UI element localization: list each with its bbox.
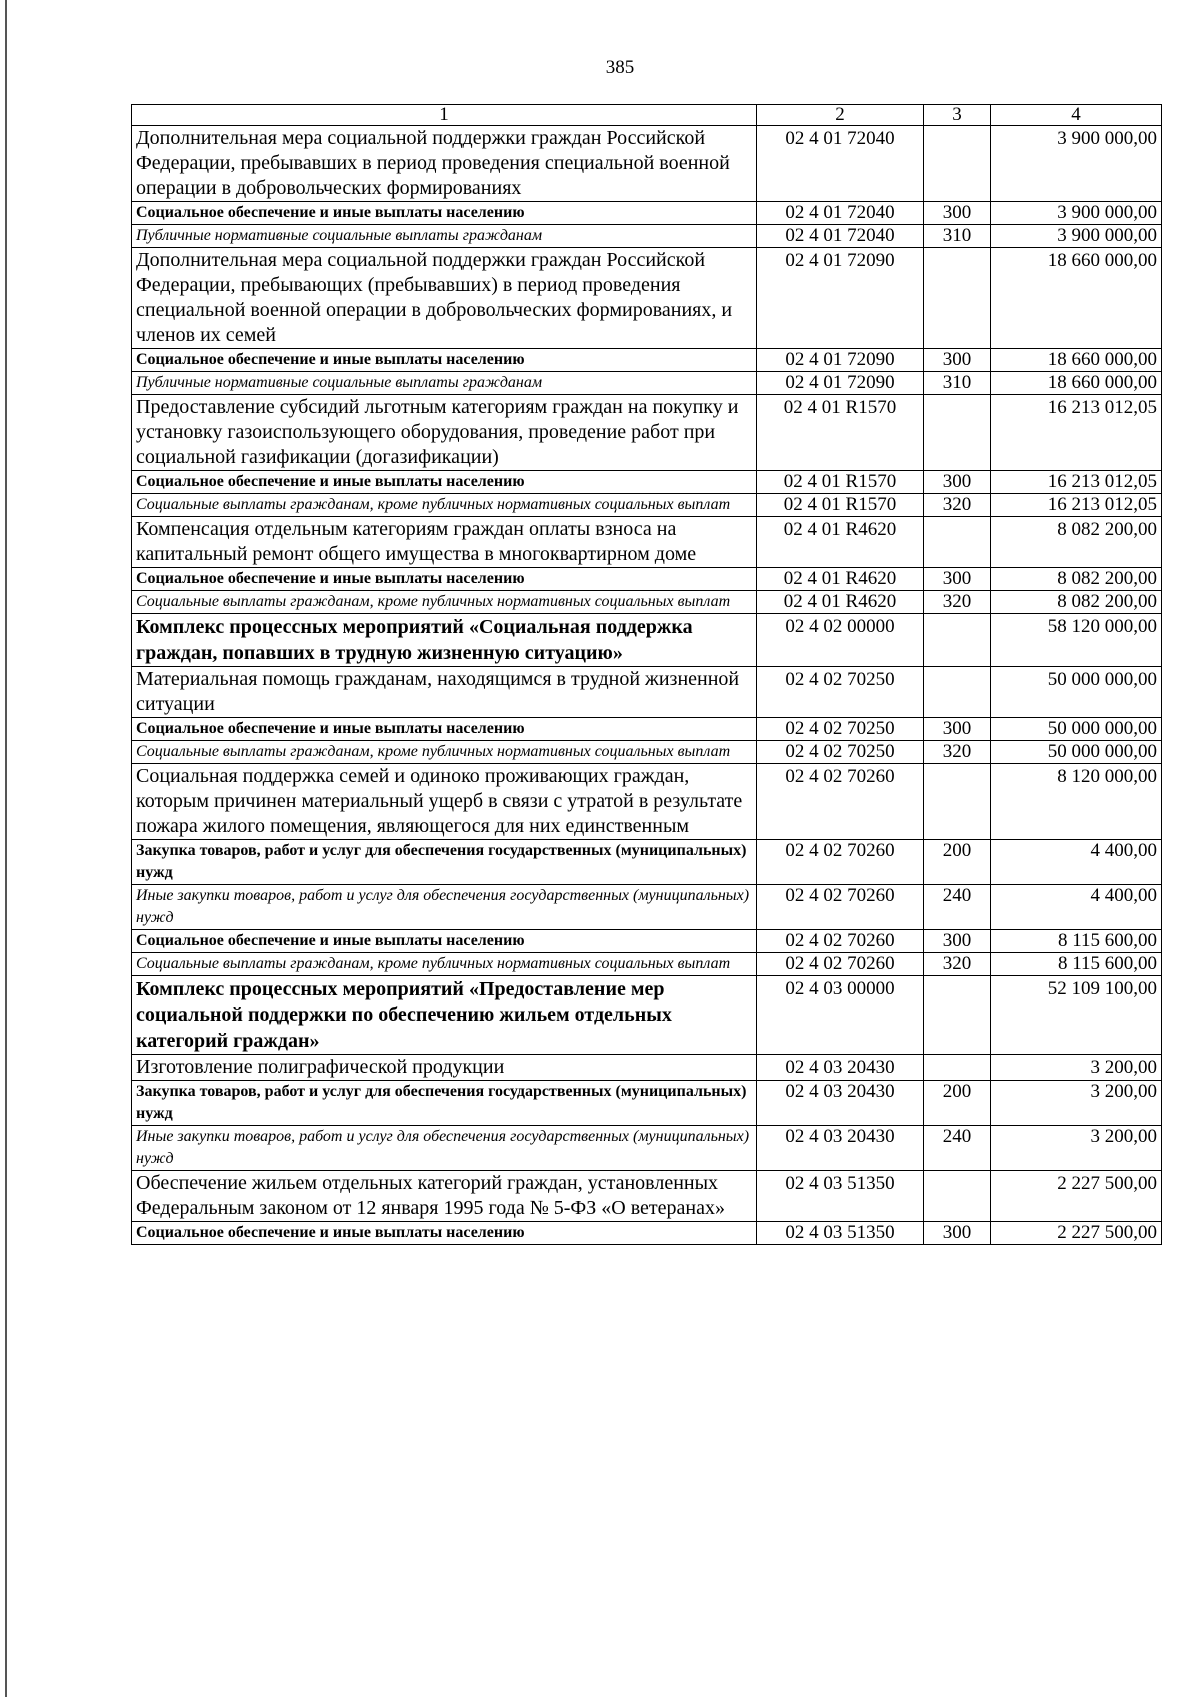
row-name: Дополнительная мера социальной поддержки граждан Российской Федерации, пребывающих (пребывавших) в период проведения специальной военной операции в добровольческих формированиях, и членов их семей [132, 248, 757, 349]
row-type: 200 [924, 840, 991, 885]
row-name: Публичные нормативные социальные выплаты гражданам [132, 225, 757, 248]
budget-table [131, 104, 1162, 1245]
row-amount: 8 082 200,00 [991, 591, 1162, 614]
row-type [924, 126, 991, 202]
table-row [132, 202, 1162, 225]
table-row [132, 349, 1162, 372]
row-type: 320 [924, 953, 991, 976]
header-col-2: 2 [757, 105, 924, 126]
table-row [132, 395, 1162, 471]
budget-table-body [132, 105, 1162, 1245]
table-row [132, 591, 1162, 614]
header-col-1: 1 [132, 105, 757, 126]
row-name: Комплекс процессных мероприятий «Социальная поддержка граждан, попавших в трудную жизненную ситуацию» [132, 614, 757, 667]
table-row [132, 225, 1162, 248]
row-name: Публичные нормативные социальные выплаты гражданам [132, 372, 757, 395]
row-name: Обеспечение жильем отдельных категорий граждан, установленных Федеральным законом от 12 января 1995 года № 5-ФЗ «О ветеранах» [132, 1171, 757, 1222]
row-name: Комплекс процессных мероприятий «Предоставление мер социальной поддержки по обеспечению жильем отдельных категорий граждан» [132, 976, 757, 1055]
scan-edge-line [5, 0, 7, 1697]
row-type [924, 614, 991, 667]
header-row [132, 105, 1162, 126]
table-row [132, 517, 1162, 568]
row-name: Социальное обеспечение и иные выплаты населению [132, 718, 757, 741]
table-row [132, 741, 1162, 764]
row-name: Социальные выплаты гражданам, кроме публичных нормативных социальных выплат [132, 953, 757, 976]
row-code: 02 4 03 51350 [757, 1171, 924, 1222]
row-name: Социальное обеспечение и иные выплаты населению [132, 1222, 757, 1245]
row-code: 02 4 02 70250 [757, 741, 924, 764]
table-row [132, 126, 1162, 202]
row-name: Социальные выплаты гражданам, кроме публичных нормативных социальных выплат [132, 591, 757, 614]
row-code: 02 4 02 70250 [757, 667, 924, 718]
row-name: Иные закупки товаров, работ и услуг для обеспечения государственных (муниципальных) нужд [132, 885, 757, 930]
row-name: Изготовление полиграфической продукции [132, 1055, 757, 1081]
row-amount: 3 200,00 [991, 1055, 1162, 1081]
row-amount: 3 200,00 [991, 1126, 1162, 1171]
row-name: Материальная помощь гражданам, находящимся в трудной жизненной ситуации [132, 667, 757, 718]
row-code: 02 4 01 72090 [757, 372, 924, 395]
table-row [132, 953, 1162, 976]
row-code: 02 4 02 70260 [757, 764, 924, 840]
row-type: 200 [924, 1081, 991, 1126]
row-type [924, 667, 991, 718]
row-name: Компенсация отдельным категориям граждан оплаты взноса на капитальный ремонт общего имущества в многоквартирном доме [132, 517, 757, 568]
row-name: Закупка товаров, работ и услуг для обеспечения государственных (муниципальных) нужд [132, 1081, 757, 1126]
row-code: 02 4 01 72090 [757, 349, 924, 372]
table-row [132, 718, 1162, 741]
row-code: 02 4 03 51350 [757, 1222, 924, 1245]
table-row [132, 1055, 1162, 1081]
row-amount: 8 115 600,00 [991, 953, 1162, 976]
row-code: 02 4 02 70260 [757, 953, 924, 976]
row-amount: 8 120 000,00 [991, 764, 1162, 840]
row-amount: 18 660 000,00 [991, 349, 1162, 372]
row-amount: 2 227 500,00 [991, 1222, 1162, 1245]
row-amount: 3 900 000,00 [991, 126, 1162, 202]
row-type: 300 [924, 718, 991, 741]
row-type [924, 976, 991, 1055]
row-name: Социальные выплаты гражданам, кроме публичных нормативных социальных выплат [132, 741, 757, 764]
row-type: 240 [924, 885, 991, 930]
row-amount: 4 400,00 [991, 840, 1162, 885]
row-code: 02 4 02 00000 [757, 614, 924, 667]
row-amount: 16 213 012,05 [991, 471, 1162, 494]
row-type [924, 764, 991, 840]
row-amount: 16 213 012,05 [991, 395, 1162, 471]
row-name: Социальное обеспечение и иные выплаты населению [132, 568, 757, 591]
row-name: Социальные выплаты гражданам, кроме публичных нормативных социальных выплат [132, 494, 757, 517]
table-row [132, 471, 1162, 494]
row-amount: 3 200,00 [991, 1081, 1162, 1126]
table-row [132, 764, 1162, 840]
row-type: 320 [924, 591, 991, 614]
table-row [132, 614, 1162, 667]
row-amount: 4 400,00 [991, 885, 1162, 930]
row-amount: 18 660 000,00 [991, 372, 1162, 395]
row-code: 02 4 03 20430 [757, 1081, 924, 1126]
row-name: Социальное обеспечение и иные выплаты населению [132, 202, 757, 225]
row-code: 02 4 01 R4620 [757, 517, 924, 568]
row-name: Социальное обеспечение и иные выплаты населению [132, 349, 757, 372]
row-amount: 8 115 600,00 [991, 930, 1162, 953]
row-type: 310 [924, 225, 991, 248]
row-code: 02 4 01 R1570 [757, 471, 924, 494]
row-type: 300 [924, 471, 991, 494]
row-type: 310 [924, 372, 991, 395]
table-row [132, 1222, 1162, 1245]
row-amount: 58 120 000,00 [991, 614, 1162, 667]
table-row [132, 1081, 1162, 1126]
row-name: Предоставление субсидий льготным категориям граждан на покупку и установку газоиспользующего оборудования, проведение работ при социальной газификации (догазификации) [132, 395, 757, 471]
row-type: 300 [924, 1222, 991, 1245]
row-type [924, 517, 991, 568]
row-code: 02 4 01 72040 [757, 202, 924, 225]
row-amount: 2 227 500,00 [991, 1171, 1162, 1222]
header-col-3: 3 [924, 105, 991, 126]
row-code: 02 4 03 00000 [757, 976, 924, 1055]
row-amount: 16 213 012,05 [991, 494, 1162, 517]
row-type: 300 [924, 202, 991, 225]
row-type [924, 1055, 991, 1081]
row-type [924, 248, 991, 349]
row-code: 02 4 01 R1570 [757, 494, 924, 517]
row-code: 02 4 01 72040 [757, 126, 924, 202]
row-amount: 3 900 000,00 [991, 202, 1162, 225]
table-row [132, 1171, 1162, 1222]
page-number: 385 [605, 57, 635, 78]
row-type: 300 [924, 930, 991, 953]
row-name: Социальное обеспечение и иные выплаты населению [132, 930, 757, 953]
row-code: 02 4 02 70260 [757, 840, 924, 885]
row-code: 02 4 02 70260 [757, 885, 924, 930]
table-row [132, 372, 1162, 395]
table-row [132, 885, 1162, 930]
row-amount: 8 082 200,00 [991, 517, 1162, 568]
row-type: 300 [924, 349, 991, 372]
row-type [924, 1171, 991, 1222]
row-amount: 8 082 200,00 [991, 568, 1162, 591]
table-row [132, 1126, 1162, 1171]
table-row [132, 568, 1162, 591]
table-row [132, 976, 1162, 1055]
table-row [132, 840, 1162, 885]
table-row [132, 667, 1162, 718]
row-type: 320 [924, 494, 991, 517]
table-row [132, 248, 1162, 349]
row-code: 02 4 01 R1570 [757, 395, 924, 471]
row-amount: 3 900 000,00 [991, 225, 1162, 248]
row-name: Дополнительная мера социальной поддержки граждан Российской Федерации, пребывавших в период проведения специальной военной операции в добровольческих формированиях [132, 126, 757, 202]
row-type: 240 [924, 1126, 991, 1171]
row-amount: 50 000 000,00 [991, 718, 1162, 741]
table-row [132, 494, 1162, 517]
row-code: 02 4 03 20430 [757, 1126, 924, 1171]
row-type: 300 [924, 568, 991, 591]
row-name: Социальное обеспечение и иные выплаты населению [132, 471, 757, 494]
row-name: Закупка товаров, работ и услуг для обеспечения государственных (муниципальных) нужд [132, 840, 757, 885]
row-code: 02 4 02 70260 [757, 930, 924, 953]
header-col-4: 4 [991, 105, 1162, 126]
row-name: Социальная поддержка семей и одиноко проживающих граждан, которым причинен материальный ущерб в связи с утратой в результате пожара жилого помещения, являющегося для них единственным [132, 764, 757, 840]
row-type [924, 395, 991, 471]
row-amount: 52 109 100,00 [991, 976, 1162, 1055]
row-amount: 18 660 000,00 [991, 248, 1162, 349]
table-row [132, 930, 1162, 953]
row-code: 02 4 02 70250 [757, 718, 924, 741]
row-code: 02 4 01 72090 [757, 248, 924, 349]
row-code: 02 4 01 R4620 [757, 568, 924, 591]
row-code: 02 4 01 72040 [757, 225, 924, 248]
row-amount: 50 000 000,00 [991, 667, 1162, 718]
row-name: Иные закупки товаров, работ и услуг для обеспечения государственных (муниципальных) нужд [132, 1126, 757, 1171]
row-amount: 50 000 000,00 [991, 741, 1162, 764]
row-type: 320 [924, 741, 991, 764]
row-code: 02 4 01 R4620 [757, 591, 924, 614]
row-code: 02 4 03 20430 [757, 1055, 924, 1081]
